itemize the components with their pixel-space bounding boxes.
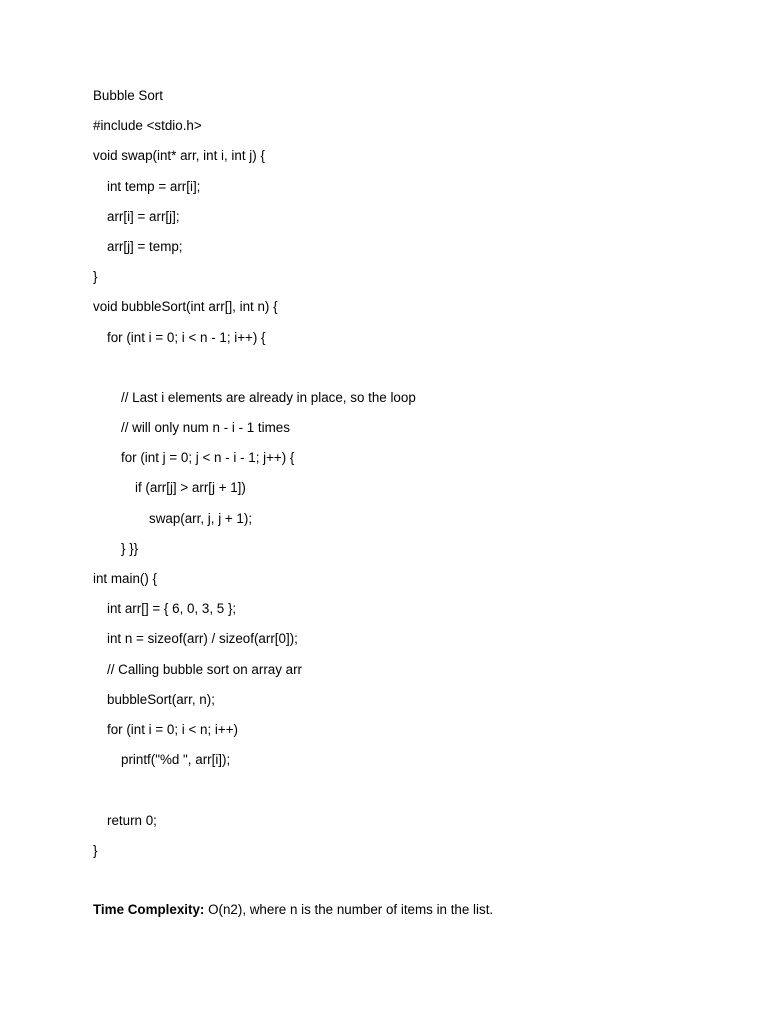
time-complexity-label: Time Complexity: [93,902,205,917]
code-line: if (arr[j] > arr[j + 1]) [135,480,246,496]
code-line: // Last i elements are already in place, so the loop [121,389,416,405]
document-content [93,87,713,872]
time-complexity-text: O(n2), where n is the number of items in the list. [204,902,494,917]
document-title: Bubble Sort [93,88,163,103]
code-line: #include <stdio.h> [93,118,202,134]
code-line: } [93,269,98,285]
code-line: for (int i = 0; i < n - 1; i++) { [107,329,266,345]
code-line: } [93,842,98,858]
code-line: return 0; [107,812,157,828]
code-line: void bubbleSort(int arr[], int n) { [93,299,278,315]
code-line: // will only num n - i - 1 times [121,420,290,436]
code-line: void swap(int* arr, int i, int j) { [93,148,265,164]
code-line: for (int j = 0; j < n - i - 1; j++) { [121,450,295,466]
code-line: int main() { [93,571,157,586]
code-line: } }} [121,540,139,556]
code-line: arr[i] = arr[j]; [107,208,180,224]
code-line: arr[j] = temp; [107,238,183,254]
code-line: bubbleSort(arr, n); [107,691,215,707]
code-line: // Calling bubble sort on array arr [107,661,303,677]
code-block [93,117,713,872]
code-line: for (int i = 0; i < n; i++) [107,721,238,737]
code-line: swap(arr, j, j + 1); [149,510,253,526]
code-line: int n = sizeof(arr) / sizeof(arr[0]); [107,631,298,647]
code-line: int temp = arr[i]; [107,178,201,194]
time-complexity-note [93,901,493,919]
code-line: int arr[] = { 6, 0, 3, 5 }; [107,601,237,617]
blank-line [93,359,713,389]
blank-line [93,781,713,811]
code-line: printf("%d ", arr[i]); [121,752,231,768]
